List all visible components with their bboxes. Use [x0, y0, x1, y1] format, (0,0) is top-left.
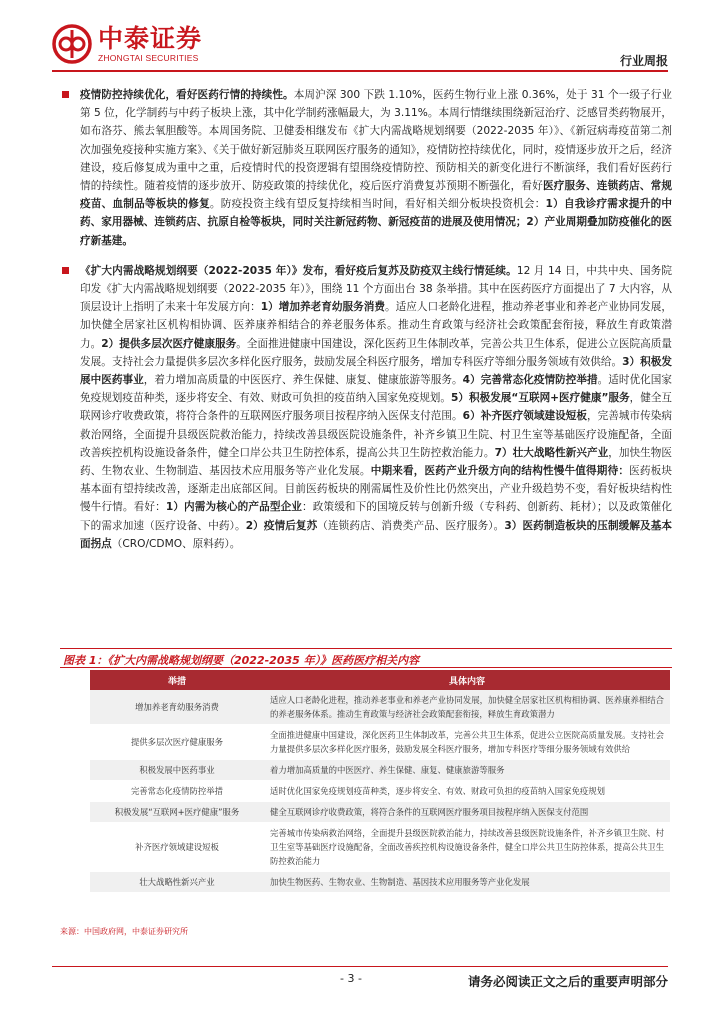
brand-logo	[52, 24, 202, 64]
table-row	[90, 760, 670, 781]
para2-text: （连锁药店、消费类产品、医疗服务）。	[317, 519, 505, 532]
figure-title	[60, 648, 672, 668]
measure-cell: 积极发展“互联网+医疗健康”服务	[90, 802, 264, 823]
para2-text: ：政策缓和下的国境反转与创新升级（专科药、创新药、耗材）；以及政策催化下的需求加速（医疗设备、中药）。	[80, 501, 673, 532]
table-row	[90, 802, 670, 823]
column-header-measure: 举措	[90, 670, 264, 690]
para2-text: 。适应人口老龄化进程，推动养老事业和养老产业协同发展，加快健全居家社区机构相协调、医养康养相结合的养老服务体系。推动生育政策与经济社会政策配套衔接，释放生育政策潜力。	[80, 301, 673, 350]
para2-emphasis: 2）提供多层次医疗健康服务	[101, 337, 237, 350]
para2-text: 。适时优化国家免疫规划疫苗种类，逐步将安全、有效、财政可负担的疫苗纳入国家免疫规划。	[80, 374, 673, 405]
brand-name-en: ZHONGTAI SECURITIES	[98, 53, 199, 63]
para1-text: 本周沪深 300 下跌 1.10%，医药生物行业上涨 0.36%，处于 31 个一级子行业第 5 位，化学制药与中药子板块上涨，其中化学制药涨幅最大，为 3.11%。本周行情继续围绕新冠治疗、泛感冒类药物展开，如布洛芬、熊去氧胆酸等。本周国务院、卫健委相继发布《扩大内需战略规划纲要（2022-2035 年）》、《新冠病毒疫苗第二剂次加强免疫接种实施方案》、《关于做好新冠肺炎互联网医疗服务的通知》，疫情防控持续优化，同时，疫情逐步放开之后，经济建设，疫后修复成为重中之重，后疫情时代的投资逻辑有望围绕疫情防控、预防相关的新变化进行不断演绎，我们看好医药行情的持续性。随着疫情的逐步放开、防疫政策的持续优化，疫后医疗消费复苏预期不断强化，看好	[80, 89, 672, 193]
para2-text: ，完善城市传染病救治网络，全面提升县级医院救治能力，持续改善县级医院设施条件，补齐乡镇卫生院、村卫生室等基础医疗设施配备，全面改善疾控机构设施设备条件，健全口岸公共卫生防控体系，提高公共卫生防控救治能力。	[80, 410, 673, 459]
para2-text: 。全面推进健康中国建设，深化医药卫生体制改革，完善公共卫生体系，促进公立医院高质量发展。支持社会力量提供多层次多样化医疗服务，鼓励发展全科医疗服务，增加专科医疗等细分服务领域有效供给。	[80, 337, 673, 368]
measure-cell: 积极发展中医药事业	[90, 760, 264, 781]
para2-lead: 《扩大内需战略规划纲要（2022-2035 年）》发布，看好疫后复苏及防疫双主线行情延续。	[80, 264, 517, 277]
bullet-square-icon	[62, 91, 69, 98]
para2-text: ，着力增加高质量的中医医疗、养生保健、康复、健康旅游等服务。	[143, 374, 463, 387]
content-cell: 完善城市传染病救治网络，全面提升县级医院救治能力，持续改善县级医院设施条件，补齐乡镇卫生院、村卫生室等基础医疗设施配备，全面改善疾控机构设施设备条件，健全口岸公共卫生防控体系，提高公共卫生防控救治能力	[264, 823, 670, 872]
table-row	[90, 725, 670, 760]
measure-cell: 增加养老育幼服务消费	[90, 690, 264, 725]
content-cell: 全面推进健康中国建设，深化医药卫生体制改革，完善公共卫生体系，促进公立医院高质量发展。支持社会力量提供多层次多样化医疗服务，鼓励发展全科医疗服务，增加专科医疗等细分服务领域有效供给	[264, 725, 670, 760]
report-type: 行业周报	[619, 54, 668, 68]
body-content	[60, 86, 672, 553]
para2-text: 12 月 14 日，中共中央、国务院印发《扩大内需战略规划纲要（2022-2035 年）》，围绕 11 个方面出台 38 条举措。其中在医药医疗方面提出了 7 大内容，从顶层设计上指明了未来十年发展方向：	[80, 264, 672, 314]
para2-emphasis: 4）完善常态化疫情防控举措	[462, 374, 598, 387]
paragraph-domestic-demand	[60, 262, 672, 553]
brand-name-cn: 中泰证券	[98, 24, 203, 53]
table-row	[90, 823, 670, 872]
table-row	[90, 690, 670, 725]
para2-emphasis: 5）积极发展“互联网+医疗健康”服务	[451, 392, 630, 405]
content-cell: 适时优化国家免疫规划疫苗种类，逐步将安全、有效、财政可负担的疫苗纳入国家免疫规划	[264, 781, 670, 802]
para2-text: ，加快生物医药、生物农业、生物制造、基因技术应用服务等产业化发展。	[80, 446, 673, 478]
measure-cell: 提供多层次医疗健康服务	[90, 725, 264, 760]
para2-emphasis: 1）增加养老育幼服务消费	[260, 301, 386, 314]
paragraph-epidemic-control	[60, 86, 672, 250]
para2-text: ，健全互联网诊疗收费政策，将符合条件的互联网医疗服务项目按程序纳入医保支付范围。	[80, 392, 673, 423]
disclaimer-text: 请务必阅读正文之后的重要声明部分	[467, 974, 668, 989]
table-row	[90, 872, 670, 893]
header-divider	[52, 70, 668, 72]
para2-emphasis: 中期来看，医药产业升级方向的结构性慢牛值得期待：	[370, 465, 630, 478]
content-cell: 加快生物医药、生物农业、生物制造、基因技术应用服务等产业化发展	[264, 872, 670, 893]
para1-lead: 疫情防控持续优化，看好医药行情的持续性。	[80, 89, 294, 101]
para2-emphasis: 6）补齐医疗领域建设短板	[462, 410, 588, 423]
para2-emphasis: 3）积极发展中医药事业	[80, 355, 672, 387]
zhongtai-logo-icon	[52, 24, 92, 64]
table-row	[90, 781, 670, 802]
para2-text: 医药板块基本面有望持续改善，逐渐走出底部区间。目前医药板块的刚需属性及价性比仍然突出，产业升级趋势不变，看好板块结构性慢牛行情。看好：	[80, 465, 673, 514]
para1-text: 。防疫投资主线有望反复持续相当时间，看好相关细分板块投资机会：	[209, 198, 546, 211]
para2-emphasis: 7）壮大战略性新兴产业	[494, 446, 609, 459]
para2-emphasis: 2）疫情后复苏	[245, 519, 318, 532]
measure-cell: 完善常态化疫情防控举措	[90, 781, 264, 802]
policy-table	[90, 670, 670, 893]
para2-emphasis: 1）内需为核心的产品型企业	[165, 501, 303, 514]
para2-text: （CRO/CDMO、原料药）。	[111, 537, 241, 550]
figure-source: 来源：中国政府网，中泰证券研究所	[60, 927, 188, 936]
para1-emphasis: 医疗服务、连锁药店、常规疫苗、血制品等板块的修复	[80, 180, 672, 211]
content-cell: 着力增加高质量的中医医疗、养生保健、康复、健康旅游等服务	[264, 760, 670, 781]
bullet-square-icon	[62, 267, 69, 274]
figure-title-text: 图表 1：《扩大内需战略规划纲要（2022-2035 年）》医药医疗相关内容	[63, 654, 420, 667]
measure-cell: 壮大战略性新兴产业	[90, 872, 264, 893]
measure-cell: 补齐医疗领域建设短板	[90, 823, 264, 872]
content-cell: 适应人口老龄化进程，推动养老事业和养老产业协同发展，加快健全居家社区机构相协调、医养康养相结合的养老服务体系。推动生育政策与经济社会政策配套衔接，释放生育政策潜力	[264, 690, 670, 725]
footer-divider	[52, 966, 668, 967]
para2-emphasis: 3）医药制造板块的压制缓解及基本面拐点	[80, 519, 673, 550]
page-header	[0, 0, 724, 74]
page-number: - 3 -	[340, 972, 362, 985]
column-header-content: 具体内容	[264, 670, 670, 690]
para1-emphasis: 1）自我诊疗需求提升的中药、家用器械、连锁药店、抗原自检等板块，同时关注新冠药物、新冠疫苗的进展及使用情况；2）产业周期叠加防疫催化的医疗新基建。	[80, 198, 673, 247]
table-header-row	[90, 670, 670, 690]
content-cell: 健全互联网诊疗收费政策，将符合条件的互联网医疗服务项目按程序纳入医保支付范围	[264, 802, 670, 823]
